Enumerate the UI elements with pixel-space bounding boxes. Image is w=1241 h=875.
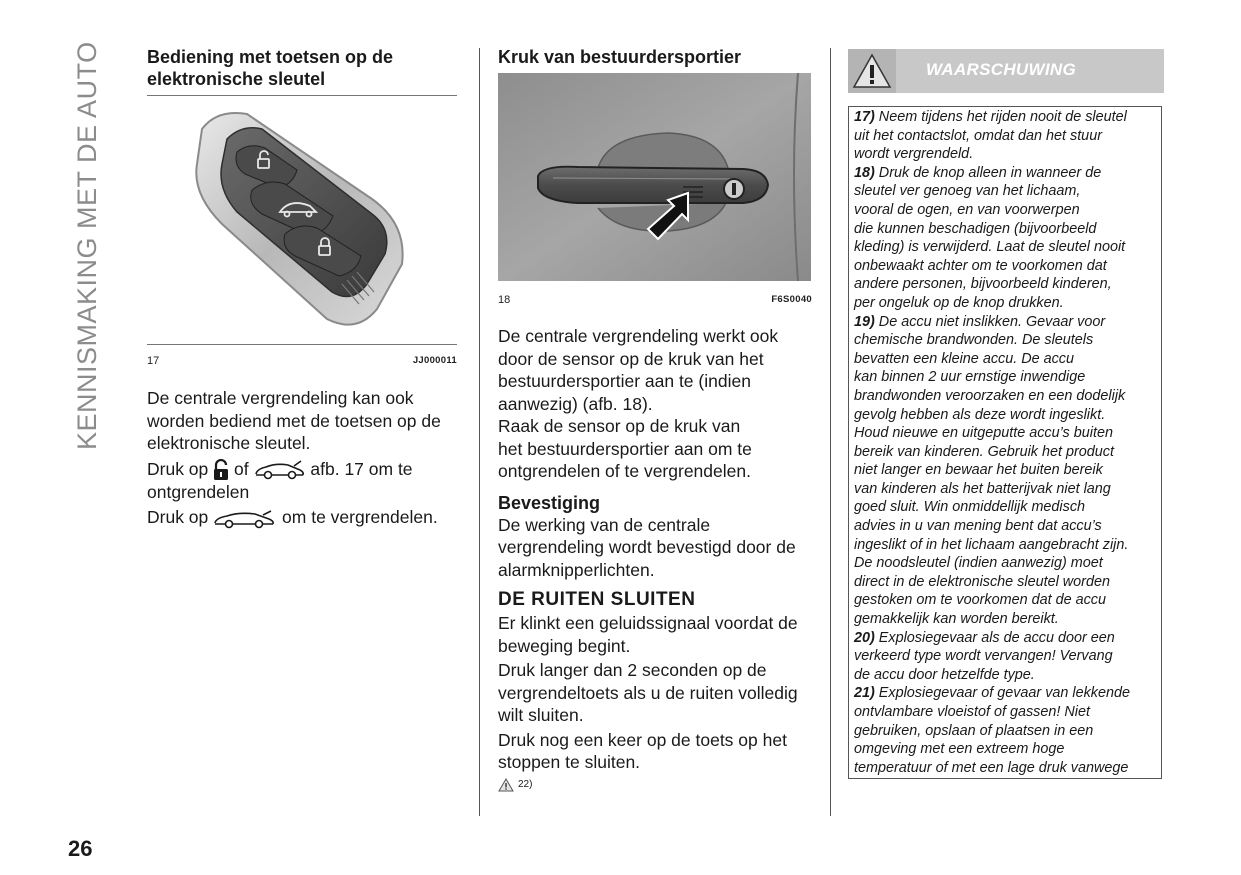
figure-number: 18 — [498, 294, 511, 306]
warning-line: Neem tijdens het rijden nooit de sleutel — [874, 109, 1127, 125]
warning-triangle-icon — [498, 778, 514, 792]
heading-line: Bediening met toetsen op de — [147, 47, 394, 67]
warning-line: gemakkelijk kan worden bereikt. — [854, 611, 1059, 628]
column-divider — [479, 48, 480, 816]
figure-18 — [498, 73, 812, 286]
warning-line: gevolg hebben als deze wordt ingeslikt. — [854, 406, 1106, 423]
text-line: De centrale vergrendeling kan ook — [147, 388, 414, 408]
text-fragment: om te vergrendelen. — [282, 507, 438, 528]
text-line: ontgrendelen of te vergrendelen. — [498, 461, 751, 481]
text-line: door de sensor op de kruk van het — [498, 348, 764, 369]
warning-line: uit het contactslot, omdat dan het stuur — [854, 127, 1102, 144]
warning-line: vooral de ogen, en van voorwerpen — [854, 201, 1080, 218]
warning-line: brandwonden veroorzaken en een dodelijk — [854, 387, 1126, 404]
warning-line: Explosiegevaar of gevaar van lekkende — [874, 685, 1131, 702]
paragraph — [147, 387, 457, 455]
column-divider — [830, 48, 831, 816]
warning-item-number: 19) — [854, 313, 875, 330]
warning-item — [854, 108, 1160, 127]
section-heading — [147, 46, 457, 90]
warning-line: De noodsleutel (indien aanwezig) moet — [854, 555, 1103, 572]
heading-line: elektronische sleutel — [147, 69, 326, 89]
lock-instruction — [147, 506, 457, 529]
warning-line: per ongeluk op de knop drukken. — [854, 294, 1064, 311]
warning-line: De accu niet inslikken. Gevaar voor — [874, 313, 1106, 330]
warning-line: temperatuur of met een lage druk vanwege — [854, 759, 1129, 776]
text-line: Raak de sensor op de kruk van — [498, 416, 741, 436]
text-line: vergrendeling wordt bevestigd door de — [498, 537, 796, 557]
text-fragment: Druk op — [147, 507, 209, 528]
text-fragment: of — [234, 458, 249, 479]
warning-line: Explosiegevaar als de accu door een — [874, 629, 1115, 646]
text-line: stoppen te sluiten. — [498, 752, 641, 772]
column-2 — [498, 46, 812, 792]
paragraph — [498, 612, 812, 657]
warning-line: direct in de elektronische sleutel worden — [854, 573, 1110, 590]
warning-line: niet langer en bewaar het buiten bereik — [854, 462, 1103, 479]
text-line: elektronische sleutel. — [147, 433, 311, 453]
unlock-instruction — [147, 458, 457, 504]
warning-icon-box — [848, 49, 896, 93]
text-line: wilt sluiten. — [498, 705, 584, 725]
warning-line: sleutel ver genoeg van het lichaam, — [854, 183, 1081, 200]
warning-item-number: 21) — [854, 685, 875, 702]
text-line: Druk langer dan 2 seconden op de — [498, 660, 767, 680]
text-line: bestuurdersportier aan te (indien — [498, 371, 751, 391]
chapter-side-title: KENNISMAKING MET DE AUTO — [72, 41, 102, 450]
column-1 — [147, 46, 457, 529]
text-line: het bestuurdersportier aan om te — [498, 438, 752, 459]
warning-item-number: 20) — [854, 629, 875, 646]
warning-reference — [498, 778, 812, 792]
car-lock-icon — [213, 509, 277, 529]
warning-line: de accu door hetzelfde type. — [854, 666, 1035, 683]
paragraph — [498, 729, 812, 774]
heading-rule — [147, 95, 457, 96]
key-fob-illustration — [147, 104, 457, 344]
figure-caption — [498, 294, 812, 306]
text-line: beweging begint. — [498, 635, 631, 656]
text-fragment: Druk op — [147, 458, 209, 479]
warning-line: gebruiken, opslaan of plaatsen in een — [854, 722, 1094, 739]
warning-item-number: 18) — [854, 164, 875, 181]
warning-line: verkeerd type wordt vervangen! Vervang — [854, 648, 1113, 665]
text-line: De werking van de centrale — [498, 514, 711, 535]
section-caps-heading: DE RUITEN SLUITEN — [498, 589, 696, 610]
figure-code: JJ000011 — [412, 355, 457, 366]
text-fragment: ontgrendelen — [147, 481, 250, 502]
paragraph — [498, 659, 812, 727]
warning-ref-number: 22) — [518, 779, 533, 790]
figure-number: 17 — [147, 355, 160, 367]
warning-line: kleding) is verwijderd. Laat de sleutel nooit — [854, 239, 1126, 256]
padlock-open-icon — [213, 459, 229, 481]
text-line: aanwezig) (afb. 18). — [498, 393, 653, 414]
warning-item — [854, 629, 1160, 648]
warning-line: die kunnen beschadigen (bijvoorbeeld — [854, 220, 1097, 237]
warning-title: WAARSCHUWING — [926, 60, 1076, 79]
warning-line: chemische brandwonden. De sleutels — [854, 332, 1094, 349]
warning-line: advies in u van mening bent dat accu’s — [854, 518, 1102, 535]
warning-item — [854, 684, 1160, 703]
warning-line: omgeving met een extreem hoge — [854, 741, 1065, 758]
warning-line: onbewaakt achter om te voorkomen dat — [854, 257, 1107, 274]
warning-line: kan binnen 2 uur ernstige inwendige — [854, 369, 1086, 386]
door-handle-photo — [498, 73, 811, 281]
warning-line: goed sluit. Win onmiddellijk medisch — [854, 499, 1086, 516]
paragraph — [498, 514, 812, 582]
warning-item — [854, 164, 1160, 183]
page-number: 26 — [68, 836, 93, 861]
warning-line: bevatten een kleine accu. De accu — [854, 350, 1074, 367]
text-fragment: afb. 17 om te — [310, 458, 413, 479]
warning-line: Houd nieuwe en uitgeputte accu’s buiten — [854, 425, 1113, 442]
section-heading: Kruk van bestuurdersportier — [498, 47, 742, 67]
warning-line: gestoken om te voorkomen dat de accu — [854, 592, 1106, 609]
paragraph — [498, 325, 812, 415]
warning-line: Druk de knop alleen in wanneer de — [874, 164, 1102, 181]
car-trunk-icon — [254, 460, 306, 480]
figure-rule — [147, 344, 457, 345]
warning-line: bereik van kinderen. Gebruik het product — [854, 443, 1114, 460]
text-line: Er klinkt een geluidssignaal voordat de — [498, 613, 798, 633]
figure-17 — [147, 104, 457, 344]
text-line: Druk nog een keer op de toets op het — [498, 729, 787, 750]
warning-header — [848, 49, 1164, 93]
figure-code: F6S0040 — [771, 294, 812, 305]
text-line: vergrendeltoets als u de ruiten volledig — [498, 682, 798, 703]
figure-caption — [147, 355, 457, 367]
warning-text — [854, 108, 1160, 777]
warning-item-number: 17) — [854, 109, 875, 125]
paragraph — [498, 415, 812, 483]
text-line: worden bediend met de toetsen op de — [147, 410, 441, 431]
subheading: Bevestiging — [498, 492, 601, 513]
warning-line: ontvlambare vloeistof of gassen! Niet — [854, 704, 1090, 720]
warning-item — [854, 313, 1160, 332]
warning-line: ingeslikt of in het lichaam aangebracht zijn. — [854, 536, 1129, 553]
warning-line: wordt vergrendeld. — [854, 146, 974, 163]
warning-triangle-icon — [848, 49, 896, 93]
text-line: De centrale vergrendeling werkt ook — [498, 326, 779, 346]
warning-line: van kinderen als het batterijvak niet lang — [854, 480, 1111, 497]
text-line: alarmknipperlichten. — [498, 559, 655, 580]
warning-line: andere personen, bijvoorbeeld kinderen, — [854, 276, 1112, 293]
